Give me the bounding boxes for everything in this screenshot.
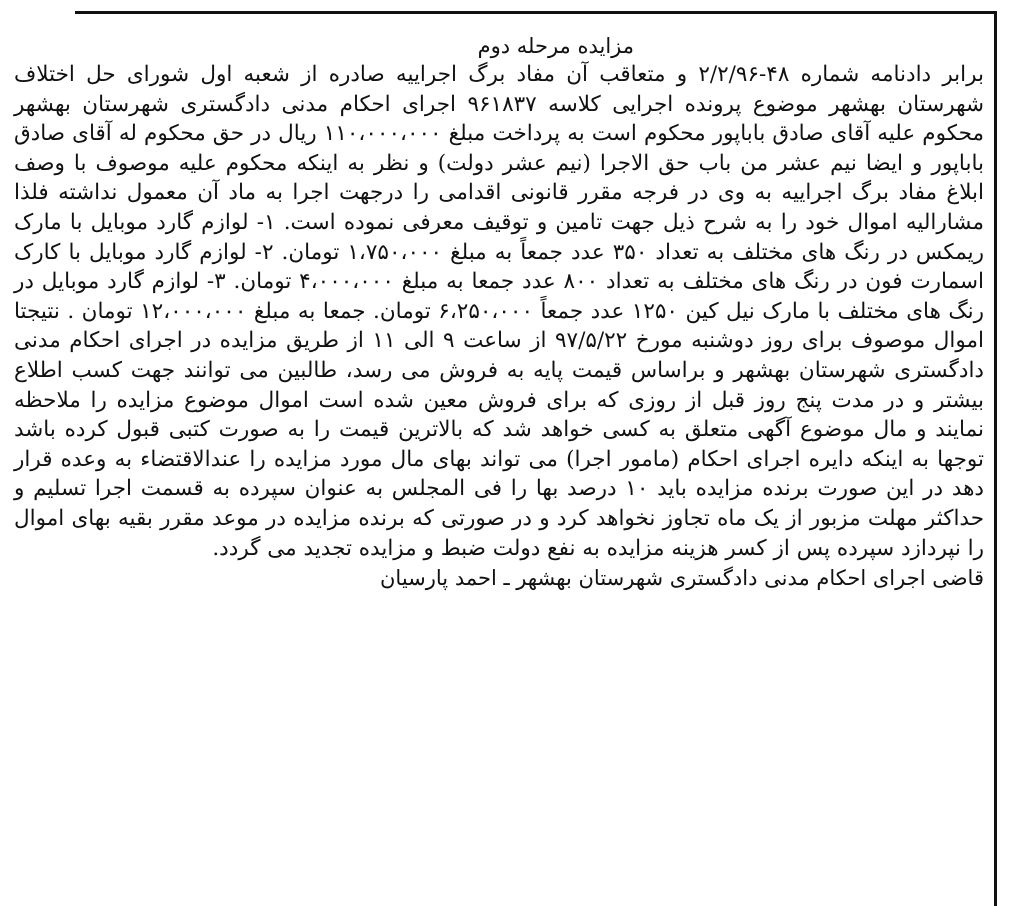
notice-signature: قاضی اجرای احکام مدنی دادگستری شهرستان بهشهر ـ احمد پارسیان <box>380 566 984 591</box>
notice-title: مزایده مرحله دوم <box>477 34 634 58</box>
notice-body: برابر دادنامه شماره ۴۸-۲/۲/۹۶ و متعاقب آن مفاد برگ اجراییه صادره از شعبه اول شورای حل اختلاف شهرستان بهشهر موضوع پرونده اجرایی کلاسه ۹۶۱۸۳۷ اجرای احکام مدنی دادگستری شهرستان بهشهر محکوم علیه آقای صادق باباپور محکوم است به پرداخت مبلغ ۱۱۰،۰۰۰،۰۰۰ ریال در حق محکوم له آقای صادق باباپور و ایضا نیم عشر من باب حق الاجرا (نیم عشر دولت) و نظر به اینکه محکوم علیه موصوف با وصف ابلاغ مفاد برگ اجراییه به وی در فرجه مقرر قانونی اقدامی را درجهت اجرا به ماد آن معمول نداشته فلذا مشارالیه اموال خود را به شرح ذیل جهت تامین و توقیف معرفی نموده است. ۱- لوازم گارد موبایل با مارک ریمکس در رنگ های مختلف به تعداد ۳۵۰ عدد جمعاً به مبلغ ۱،۷۵۰،۰۰۰ تومان. ۲- لوازم گارد موبایل با کارک اسمارت فون در رنگ های مختلف به تعداد ۸۰۰ عدد جمعا به مبلغ ۴،۰۰۰،۰۰۰ تومان. ۳- لوازم گارد موبایل در رنگ های مختلف با مارک نیل کین ۱۲۵۰ عدد جمعاً ۶،۲۵۰،۰۰۰ تومان. جمعا به مبلغ ۱۲،۰۰۰،۰۰۰ تومان . نتیجتا اموال موصوف برای روز دوشنبه مورخ ۹۷/۵/۲۲ از ساعت ۹ الی ۱۱ از طریق مزایده در اجرای احکام مدنی دادگستری شهرستان بهشهر و براساس قیمت پایه به فروش می رسد، طالبین می توانند جهت کسب اطلاع بیشتر و در مدت پنج روز قبل از روزی که برای فروش معین شده است اموال موضوع مزایده را ملاحظه نمایند و مال موضوع آگهی متعلق به کسی خواهد شد که بالاترین قیمت را به صورت کتبی قبول کرده باشد توجها به اینکه دایره اجرای احکام (مامور اجرا) می تواند بهای مال مورد مزایده را عندالاقتضاء به وعده قرار دهد در این صورت برنده مزایده باید ۱۰ درصد بها را فی المجلس به عنوان سپرده به قسمت اجرا تسلیم و حداکثر مهلت مزبور از یک ماه تجاوز نخواهد کرد و در صورتی که برنده مزایده در موعد مقرر بقیه بهای اموال را نپردازد سپرده پس از کسر هزینه مزایده به نفع دولت ضبط و مزایده تجدید می گردد. <box>14 62 985 561</box>
auction-notice <box>14 32 984 593</box>
top-border-rule <box>75 11 997 14</box>
right-border-rule <box>994 11 997 906</box>
